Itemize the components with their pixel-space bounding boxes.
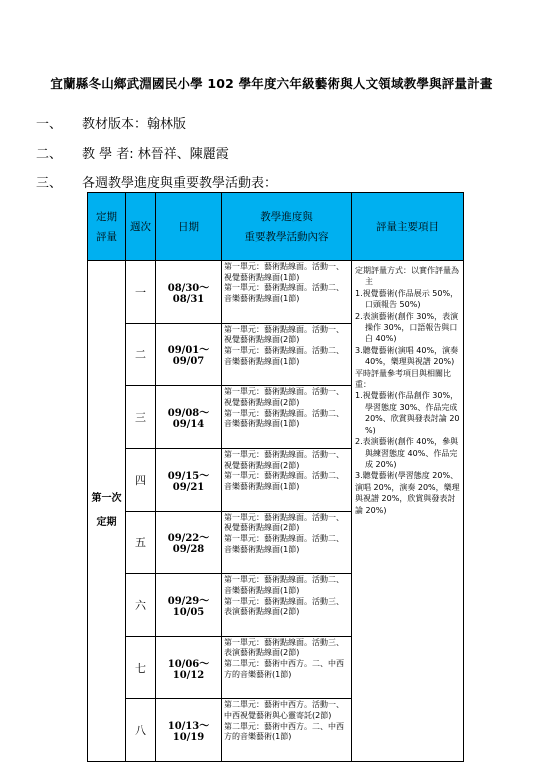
date-cell: 09/15～09/21 <box>156 448 222 511</box>
date-cell: 09/01～09/07 <box>156 323 222 386</box>
eval-line: 3.聽覺藝術(演唱 40%，演奏 <box>355 345 459 355</box>
week-cell: 七 <box>126 636 156 699</box>
content-cell <box>222 511 352 574</box>
content-line: 第二單元：藝術中西方。二、中西 <box>224 659 344 669</box>
content-line: 視覺藝術點線面(2節) <box>224 397 300 407</box>
eval-line: 演唱 20%，演奏 20%，樂理 <box>355 482 460 492</box>
content-line: 方的音樂藝術(1節) <box>224 732 292 742</box>
header-content-line2: 重要教學活動內容 <box>244 230 329 243</box>
content-line: 音樂藝術點線面(1節) <box>224 356 300 366</box>
eval-line: 2.表演藝術(創作 40%，參與 <box>355 437 459 447</box>
content-line: 中西視覺藝術與心靈寄託(2節) <box>224 711 332 721</box>
section-text: 教材版本：翰林版 <box>82 117 187 132</box>
date-cell: 10/06～10/12 <box>156 636 222 699</box>
week-cell: 一 <box>126 261 156 324</box>
section-teachers <box>36 143 229 162</box>
week-cell: 八 <box>126 699 156 762</box>
content-line: 視覺藝術點線面(2節) <box>224 335 300 345</box>
content-line: 第一單元：藝術點線面。活動二、 <box>224 346 344 356</box>
eval-line: 1.視覺藝術(作品展示 50%， <box>355 288 459 298</box>
eval-line: 成 20%) <box>365 459 397 469</box>
eval-line: 學習態度 30%、作品完成 <box>365 402 458 412</box>
content-cell <box>222 448 352 511</box>
content-line: 第一單元：藝術點線面。活動一、 <box>224 262 344 271</box>
date-cell: 08/30～08/31 <box>156 261 222 324</box>
period-cell <box>88 261 126 762</box>
eval-line: 口頭報告 50%) <box>365 300 421 310</box>
section-number: 二、 <box>36 147 63 162</box>
eval-line: 定期評量方式：以實作評量為 <box>355 266 459 275</box>
content-cell <box>222 261 352 324</box>
header-content <box>222 193 352 261</box>
table-header-row <box>88 193 464 261</box>
eval-line: 40%，樂理與視譜 20%) <box>365 357 455 367</box>
eval-line: 與練習態度 40%、作品完 <box>365 448 458 458</box>
document-title: 宜蘭縣冬山鄉武淵國民小學 102 學年度六年級藝術與人文領域教學與評量計畫 <box>50 76 493 91</box>
date-cell: 10/13～10/19 <box>156 699 222 762</box>
content-line: 第一單元：藝術點線面。活動一、 <box>224 512 344 522</box>
header-period-line2: 評量 <box>96 230 117 243</box>
eval-line: 1.視覺藝術(作品創作 30%， <box>355 391 459 401</box>
header-period <box>88 193 126 261</box>
content-line: 第一單元：藝術點線面。活動二、 <box>224 575 344 585</box>
content-line: 第一單元：藝術點線面。活動二、 <box>224 533 344 543</box>
header-eval: 評量主要項目 <box>352 193 464 261</box>
content-line: 方的音樂藝術(1節) <box>224 669 292 679</box>
content-line: 第一單元：藝術點線面。活動二、 <box>224 283 344 293</box>
section-text: 各週教學進度與重要教學活動表： <box>82 176 278 191</box>
content-line: 第一單元：藝術點線面。活動一、 <box>224 324 344 334</box>
section-schedule <box>36 172 277 191</box>
content-line: 視覺藝術點線面(2節) <box>224 523 300 533</box>
date-cell: 09/08～09/14 <box>156 386 222 449</box>
eval-line: 操作 30%，口語報告與口 <box>365 323 458 333</box>
date-cell: 09/29～10/05 <box>156 574 222 637</box>
section-number: 三、 <box>36 176 63 191</box>
date-cell: 09/22～09/28 <box>156 511 222 574</box>
week-cell: 四 <box>126 448 156 511</box>
table-row <box>88 261 464 324</box>
content-line: 第二單元：藝術中西方。活動一、 <box>224 700 344 710</box>
eval-line: 與視譜 20%，欣賞與發表討 <box>355 494 456 504</box>
eval-line: 主 <box>365 277 373 287</box>
content-line: 表演藝術點線面(2節) <box>224 607 300 617</box>
eval-line: 3.聽覺藝術(學習態度 20%、 <box>355 471 459 481</box>
content-cell <box>222 323 352 386</box>
header-date: 日期 <box>156 193 222 261</box>
content-line: 第二單元：藝術中西方。二、中西 <box>224 721 344 731</box>
eval-cell <box>352 261 464 762</box>
week-cell: 三 <box>126 386 156 449</box>
content-line: 第一單元：藝術點線面。活動二、 <box>224 408 344 418</box>
period-label: 第一次 <box>91 493 122 504</box>
content-line: 第一單元：藝術點線面。活動二、 <box>224 471 344 481</box>
header-content-line1: 教學進度與 <box>260 210 313 223</box>
content-cell <box>222 574 352 637</box>
content-line: 視覺藝術點線面(2節) <box>224 460 300 470</box>
eval-line: 2.表演藝術(創作 30%，表演 <box>355 311 459 321</box>
week-cell: 六 <box>126 574 156 637</box>
eval-line: 20%、欣賞與發表討論 20 <box>365 414 460 424</box>
schedule-table <box>87 192 464 762</box>
content-line: 第一單元：藝術點線面。活動一、 <box>224 449 344 459</box>
eval-line: 重： <box>355 380 371 390</box>
period-label: 定期 <box>96 517 117 528</box>
week-cell: 五 <box>126 511 156 574</box>
content-cell <box>222 636 352 699</box>
content-line: 音樂藝術點線面(1節) <box>224 544 300 554</box>
content-cell <box>222 699 352 762</box>
content-line: 音樂藝術點線面(1節) <box>224 481 300 491</box>
content-line: 第一單元：藝術點線面。活動三、 <box>224 637 344 647</box>
content-line: 音樂藝術點線面(1節) <box>224 585 300 595</box>
content-line: 第一單元：藝術點線面。活動三、 <box>224 596 344 606</box>
eval-line: 平時評量參考項目與相關比 <box>355 368 451 378</box>
header-period-line1: 定期 <box>96 210 117 223</box>
content-line: 表演藝術點線面(2節) <box>224 648 300 658</box>
section-number: 一、 <box>36 117 63 132</box>
eval-line: 論 20%) <box>355 505 387 515</box>
header-week: 週次 <box>126 193 156 261</box>
eval-line: 白 40%) <box>365 334 397 344</box>
content-cell <box>222 386 352 449</box>
content-line: 視覺藝術點線面(1節) <box>224 272 300 282</box>
content-line: 第一單元：藝術點線面。活動一、 <box>224 387 344 397</box>
week-cell: 二 <box>126 323 156 386</box>
section-text: 教 學 者: 林晉祥、陳麗霞 <box>82 147 229 162</box>
eval-line: %) <box>365 425 376 435</box>
content-line: 音樂藝術點線面(1節) <box>224 419 300 429</box>
content-line: 音樂藝術點線面(1節) <box>224 294 300 304</box>
section-textbook <box>36 113 186 132</box>
